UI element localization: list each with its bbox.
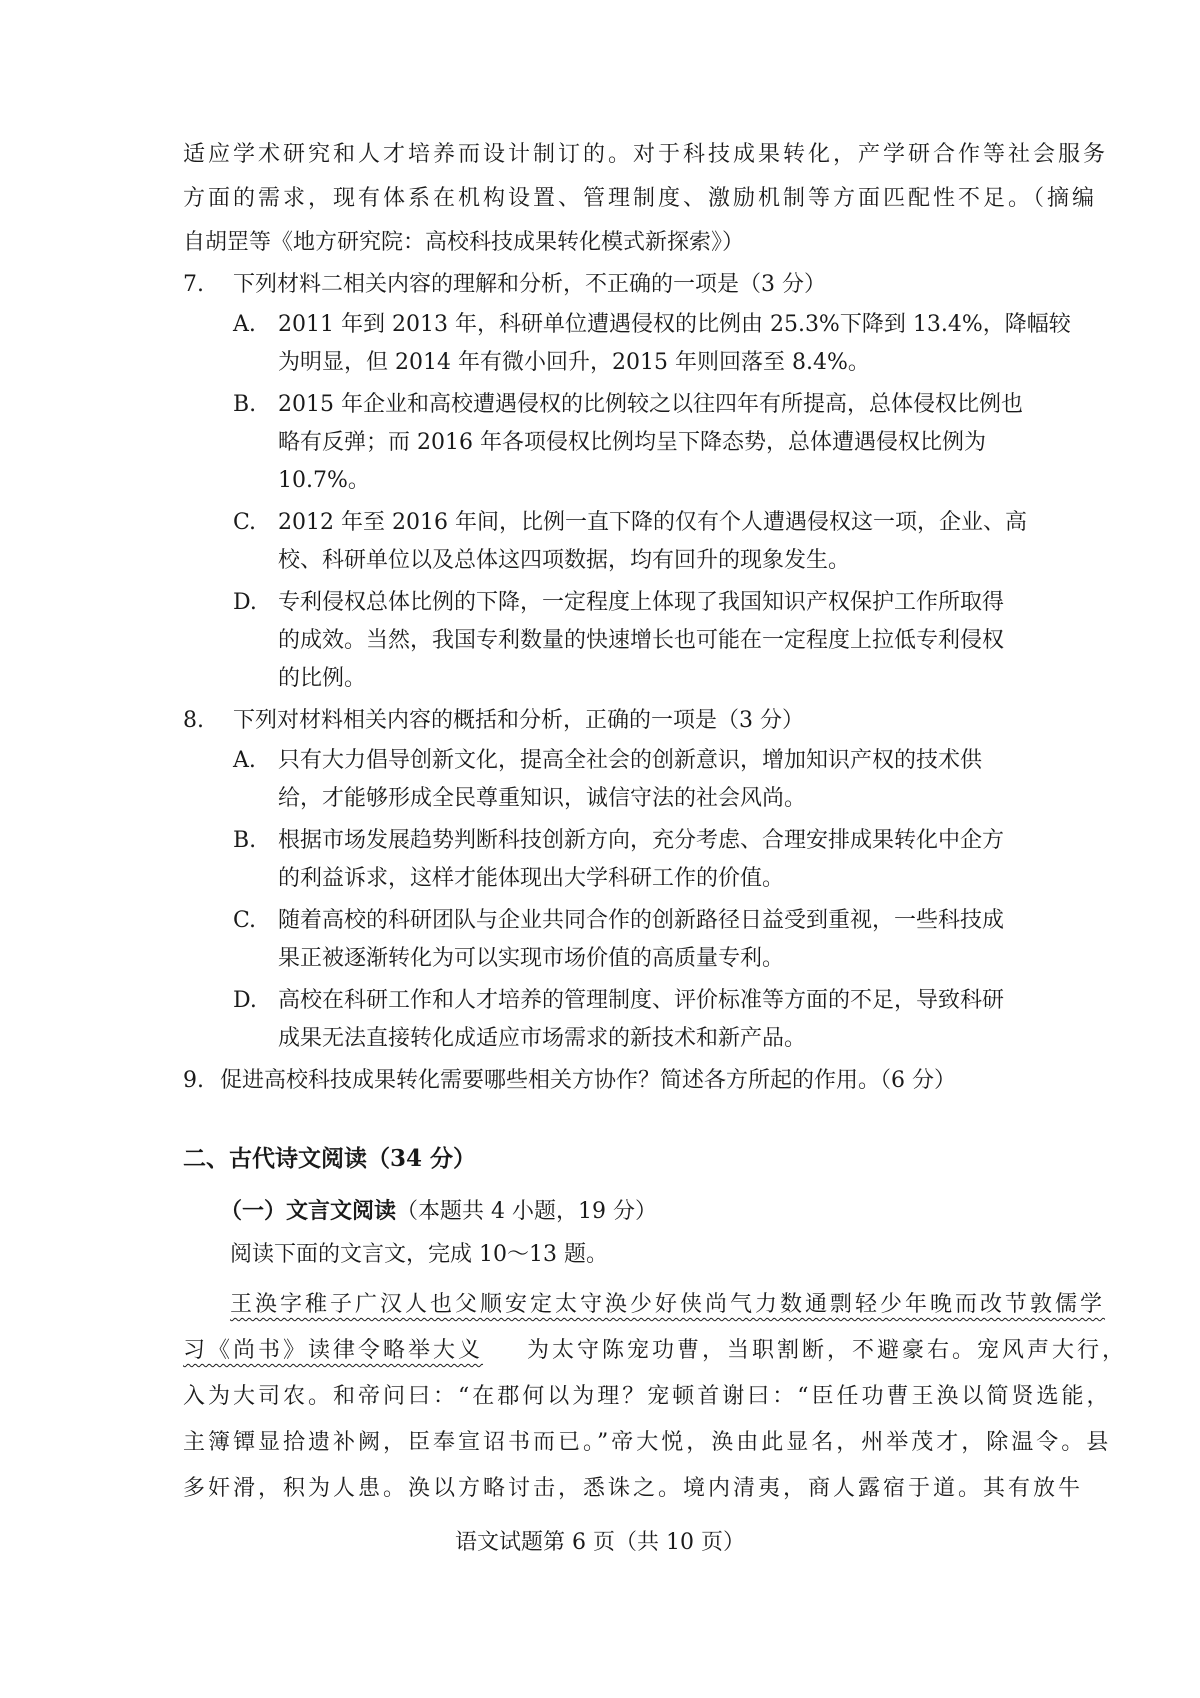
option-text: 根据市场发展趋势判断科技创新方向，充分考虑、合理安排成果转化中企方 [278, 828, 1005, 853]
passage-line: 入为大司农。和帝问曰：“在郡何以为理？宠顿首谢曰：“臣任功曹王涣以简贤选能， [183, 1384, 1112, 1409]
option-text: 只有大力倡导创新文化，提高全社会的创新意识，增加知识产权的技术供 [278, 748, 983, 773]
section-heading: 二、古代诗文阅读（34 分） [183, 1145, 477, 1172]
option-text: 的比例。 [278, 666, 367, 691]
passage-line [230, 1290, 1105, 1320]
option-text: 给，才能够形成全民尊重知识，诚信守法的社会风尚。 [278, 786, 807, 811]
subsection-note: （本题共 4 小题，19 分） [396, 1199, 657, 1224]
option-label: D. [233, 590, 257, 615]
option-label: A. [233, 312, 256, 337]
option-text: 果正被逐渐转化为可以实现市场价值的高质量专利。 [278, 946, 785, 971]
option-text: 10.7%。 [278, 468, 370, 493]
intro-line: 适应学术研究和人才培养而设计制订的。对于科技成果转化，产学研合作等社会服务 [183, 142, 1109, 167]
question-stem: 下列对材料相关内容的概括和分析，正确的一项是（3 分） [233, 708, 804, 733]
option-label: A. [233, 748, 256, 773]
subsection-title: （一）文言文阅读 [220, 1198, 397, 1224]
intro-line: 自胡罡等《地方研究院：高校科技成果转化模式新探索》） [183, 230, 745, 255]
reading-instruction: 阅读下面的文言文，完成 10～13 题。 [230, 1242, 608, 1267]
option-text: 的利益诉求，这样才能体现出大学科研工作的价值。 [278, 866, 785, 891]
option-text: 校、科研单位以及总体这四项数据，均有回升的现象发生。 [278, 548, 851, 573]
option-text: 的成效。当然，我国专利数量的快速增长也可能在一定程度上拉低专利侵权 [278, 628, 1005, 653]
option-text: 专利侵权总体比例的下降，一定程度上体现了我国知识产权保护工作所取得 [278, 590, 1005, 615]
option-text: 成果无法直接转化成适应市场需求的新技术和新产品。 [278, 1026, 807, 1051]
passage-line: 主簿镡显拾遗补阙，臣奉宣诏书而已。”帝大悦，涣由此显名，州举茂才，除温令。县 [183, 1430, 1112, 1455]
page-footer: 语文试题第 6 页（共 10 页） [455, 1530, 745, 1555]
option-text: 2015 年企业和高校遭遇侵权的比例较之以往四年有所提高，总体侵权比例也 [278, 392, 1023, 417]
underlined-sentence: 习《尚书》读律令略举大义 [183, 1338, 484, 1363]
option-text: 2012 年至 2016 年间，比例一直下降的仅有个人遭遇侵权这一项，企业、高 [278, 510, 1027, 535]
option-text: 为明显，但 2014 年有微小回升，2015 年则回落至 8.4%。 [278, 350, 870, 375]
question-number: 7. [183, 272, 204, 297]
question-number: 9. [183, 1068, 204, 1093]
option-label: C. [233, 908, 257, 933]
passage-line: 多奸滑，积为人患。涣以方略讨击，悉诛之。境内清夷，商人露宿于道。其有放牛 [183, 1476, 1084, 1501]
option-text: 随着高校的科研团队与企业共同合作的创新路径日益受到重视，一些科技成 [278, 908, 1005, 933]
option-label: B. [233, 828, 257, 853]
option-text: 2011 年到 2013 年，科研单位遭遇侵权的比例由 25.3%下降到 13.4%，降幅较 [278, 312, 1071, 337]
question-stem: 下列材料二相关内容的理解和分析，不正确的一项是（3 分） [233, 272, 826, 297]
option-label: D. [233, 988, 257, 1013]
option-label: B. [233, 392, 257, 417]
question-stem: 促进高校科技成果转化需要哪些相关方协作？简述各方所起的作用。（6 分） [220, 1068, 956, 1093]
question-number: 8. [183, 708, 204, 733]
subsection-heading [220, 1196, 657, 1227]
passage-text: 为太守陈宠功曹，当职割断，不避豪右。宠风声大行， [527, 1338, 1128, 1363]
option-text: 略有反弹；而 2016 年各项侵权比例均呈下降态势，总体遭遇侵权比例为 [278, 430, 986, 455]
passage-line [183, 1336, 1127, 1366]
intro-line: 方面的需求，现有体系在机构设置、管理制度、激励机制等方面匹配性不足。（摘编 [183, 186, 1098, 211]
option-label: C. [233, 510, 257, 535]
underlined-sentence: 王涣字稚子广汉人也父顺安定太守涣少好侠尚气力数通剽轻少年晚而改节敦儒学 [230, 1292, 1106, 1317]
option-text: 高校在科研工作和人才培养的管理制度、评价标准等方面的不足，导致科研 [278, 988, 1005, 1013]
